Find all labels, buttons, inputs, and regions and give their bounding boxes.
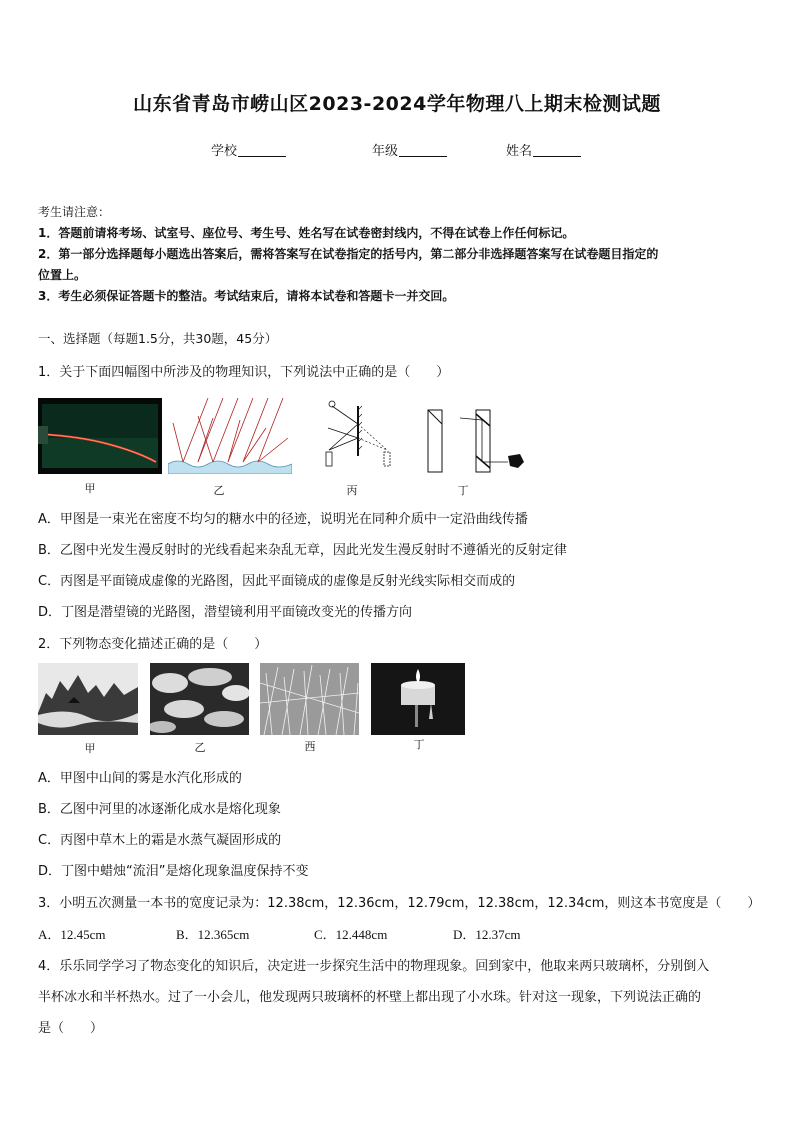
question-3-stem: 3．小明五次测量一本书的宽度记录为：12.38cm，12.36cm，12.79cm，12.38cm，12.34cm，则这本书宽度是（ ）	[38, 896, 761, 911]
notice-item: 3．考生必须保证答题卡的整洁。考试结束后，请将本试卷和答题卡一并交回。	[38, 289, 455, 303]
question-3-option-b[interactable]: B．12.365cm	[176, 927, 250, 942]
figure-river-ice	[150, 663, 249, 735]
question-2-option-c[interactable]: C．丙图中草木上的霜是水蒸气凝固形成的	[38, 833, 282, 848]
notice-item: 位置上。	[38, 268, 87, 282]
question-2-option-a[interactable]: A．甲图中山间的雾是水汽化形成的	[38, 771, 242, 786]
student-info-row	[0, 140, 794, 160]
grade-field[interactable]	[372, 140, 447, 159]
question-3-option-a[interactable]: A．12.45cm	[38, 927, 106, 942]
figure-caption: 丁	[457, 484, 469, 497]
notice-heading: 考生请注意：	[38, 205, 111, 219]
figure-plane-mirror-image	[318, 398, 398, 474]
question-3-option-c[interactable]: C．12.448cm	[314, 927, 388, 942]
figure-candle	[371, 663, 465, 735]
figure-periscope	[420, 404, 530, 476]
figure-mountain-fog	[38, 663, 138, 735]
figure-caption: 丁	[413, 738, 425, 751]
question-1-option-c[interactable]: C．丙图是平面镜成虚像的光路图，因此平面镜成的虚像是反射光线实际相交而成的	[38, 574, 516, 589]
figure-caption: 乙	[213, 484, 225, 497]
question-4-stem-line: 是（ ）	[38, 1021, 104, 1036]
figure-sugar-water-light	[38, 398, 162, 474]
question-2-option-d[interactable]: D．丁图中蜡烛“流泪”是熔化现象温度保持不变	[38, 864, 309, 879]
figure-caption: 甲	[84, 742, 96, 755]
question-4-stem-line: 半杯冰水和半杯热水。过了一小会儿，他发现两只玻璃杯的杯壁上都出现了小水珠。针对这一现象，下列说法正确的	[38, 990, 702, 1005]
question-2-option-b[interactable]: B．乙图中河里的冰逐渐化成水是熔化现象	[38, 802, 281, 817]
figure-caption: 丙	[346, 484, 358, 497]
question-4-stem-line: 4．乐乐同学学习了物态变化的知识后，决定进一步探究生活中的物理现象。回到家中，他取来两只玻璃杯，分别倒入	[38, 959, 710, 974]
name-label: 姓名	[506, 144, 533, 159]
figure-caption: 甲	[84, 482, 96, 495]
question-1-option-b[interactable]: B．乙图中光发生漫反射时的光线看起来杂乱无章，因此光发生漫反射时不遵循光的反射定律	[38, 543, 567, 558]
school-field[interactable]	[211, 140, 286, 159]
question-1-option-a[interactable]: A．甲图是一束光在密度不均匀的糖水中的径迹，说明光在同种介质中一定沿曲线传播	[38, 512, 528, 527]
notice-item: 1．答题前请将考场、试室号、座位号、考生号、姓名写在试卷密封线内，不得在试卷上作任何标记。	[38, 226, 575, 240]
name-field[interactable]	[506, 140, 581, 159]
section-heading: 一、选择题（每题1.5分，共30题，45分）	[38, 331, 278, 346]
grade-label: 年级	[372, 144, 399, 159]
figure-caption: 西	[304, 740, 316, 753]
page-title: 山东省青岛市崂山区2023-2024学年物理八上期末检测试题	[133, 93, 661, 115]
figure-caption: 乙	[194, 741, 206, 754]
question-2-stem: 2．下列物态变化描述正确的是（ ）	[38, 637, 268, 652]
notice-item: 2．第一部分选择题每小题选出答案后，需将答案写在试卷指定的括号内，第二部分非选择题答案写在试卷题目指定的	[38, 247, 659, 261]
question-1-stem: 1．关于下面四幅图中所涉及的物理知识，下列说法中正确的是（ ）	[38, 365, 450, 380]
question-1-option-d[interactable]: D．丁图是潜望镜的光路图，潜望镜利用平面镜改变光的传播方向	[38, 605, 413, 620]
figure-frost-grass	[260, 663, 359, 735]
school-label: 学校	[211, 144, 238, 159]
figure-diffuse-reflection	[168, 398, 292, 474]
question-3-option-d[interactable]: D．12.37cm	[453, 927, 521, 942]
